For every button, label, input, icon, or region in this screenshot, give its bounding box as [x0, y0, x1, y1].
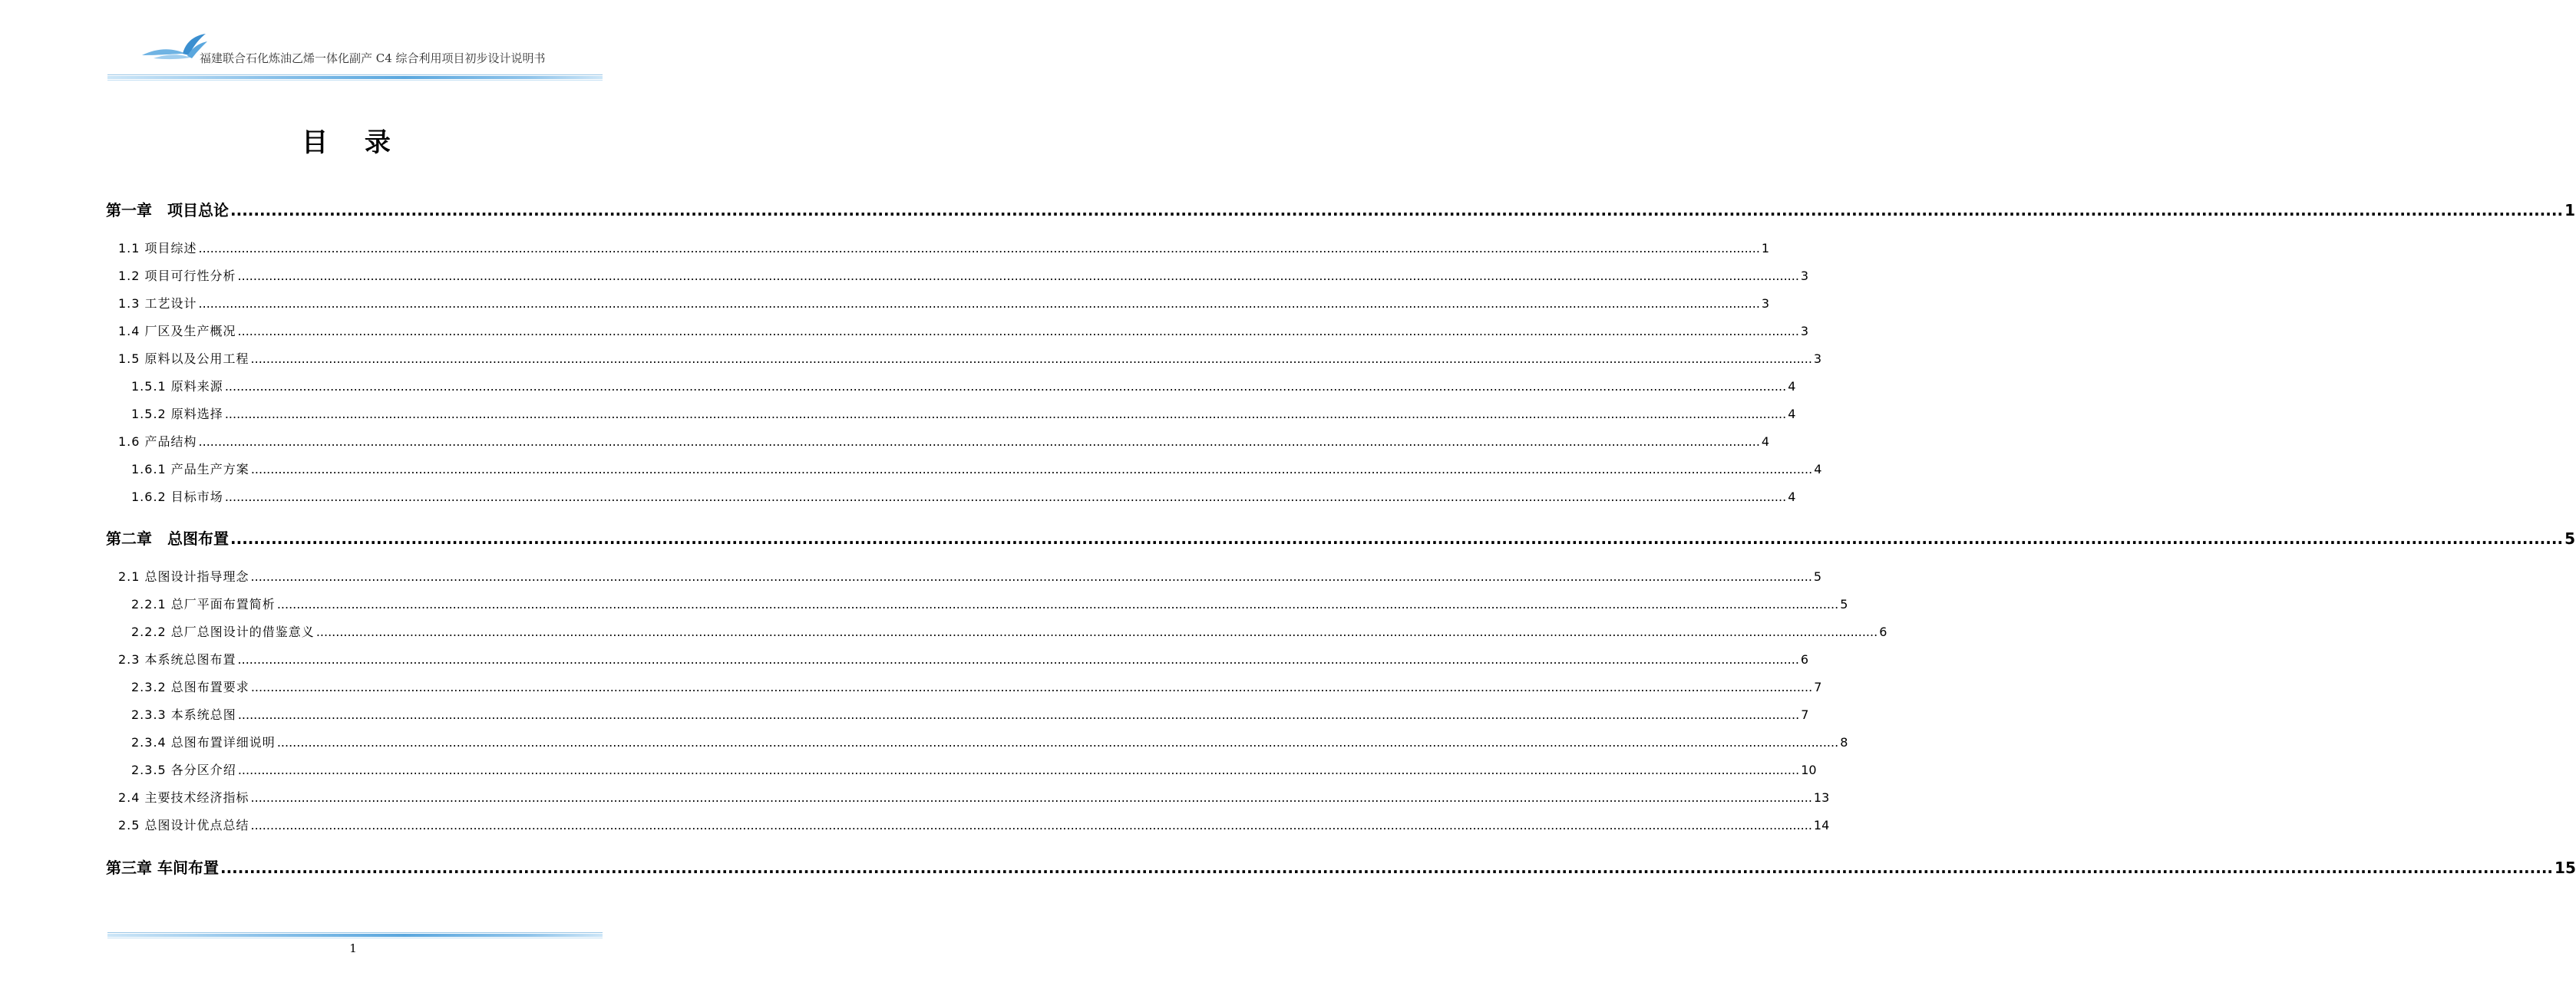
toc-dot-leader: ................................................................................................................................................................................................................................................................................................................................................................................................................ [250, 351, 1812, 366]
toc-dot-leader: ................................................................................................................................................................................................................................................................................................................................................................................................................ [237, 324, 1799, 338]
toc-entry-label: 2.2.1 总厂平面布置简析 [131, 597, 276, 612]
toc-entry-label: 1.4 厂区及生产概况 [118, 324, 236, 338]
toc-dot-leader: ................................................................................................................................................................................................................................................................................................................................................................................................................ [276, 735, 1839, 750]
toc-entry-page-number: 7 [1801, 707, 1809, 722]
toc-entry-label: 1.5.2 原料选择 [131, 407, 223, 421]
toc-entry-page-number: 4 [1814, 462, 1822, 476]
toc-section-entry[interactable] [118, 321, 1809, 339]
toc-entry-page-number: 4 [1788, 490, 1796, 504]
toc-section-entry[interactable] [131, 622, 1887, 640]
toc-entry-page-number: 6 [1800, 652, 1809, 667]
toc-section-entry[interactable] [131, 404, 1796, 422]
toc-title: 目 录 [302, 127, 405, 158]
toc-entry-label: 第二章 总图布置 [106, 529, 229, 548]
toc-entry-label: 2.1 总图设计指导理念 [118, 569, 249, 584]
toc-entry-page-number: 8 [1840, 735, 1848, 750]
toc-entry-page-number: 4 [1788, 379, 1796, 394]
toc-section-entry[interactable] [118, 650, 1809, 668]
toc-entry-page-number: 15 [2555, 859, 2576, 877]
toc-entry-label: 1.5.1 原料来源 [131, 379, 223, 394]
toc-entry-label: 2.3 本系统总图布置 [118, 652, 236, 667]
document-header-title: 福建联合石化炼油乙烯一体化副产 C4 综合利用项目初步设计说明书 [200, 51, 546, 65]
toc-entry-label: 2.3.5 各分区介绍 [131, 763, 236, 777]
toc-entry-page-number: 5 [2564, 529, 2575, 548]
toc-entry-page-number: 3 [1800, 324, 1809, 338]
toc-dot-leader: ................................................................................................................................................................................................................................................................................................................................................................................................................ [224, 379, 1787, 394]
toc-dot-leader: ................................................................................................................................................................................................................................................................................................................................................................................................................ [250, 462, 1813, 476]
toc-section-entry[interactable] [118, 816, 1830, 833]
toc-dot-leader: ................................................................................................................................................................................................................................................................................................................................................................................................................ [237, 763, 1800, 777]
toc-section-entry[interactable] [131, 733, 1848, 750]
toc-entry-page-number: 7 [1814, 680, 1822, 694]
toc-entry-page-number: 3 [1813, 351, 1822, 366]
toc-section-entry[interactable] [118, 349, 1822, 367]
toc-section-entry[interactable] [131, 377, 1796, 394]
toc-dot-leader: ................................................................................................................................................................................................................................................................................................................................................................................................................ [237, 707, 1800, 722]
toc-section-entry[interactable] [118, 567, 1822, 585]
toc-dot-leader: ................................................................................................................................................................................................................................................................................................................................................................................................................ [220, 859, 2554, 877]
toc-entry-label: 1.6 产品结构 [118, 434, 197, 449]
toc-entry-page-number: 6 [1879, 625, 1887, 639]
toc-dot-leader: ................................................................................................................................................................................................................................................................................................................................................................................................................ [250, 790, 1812, 805]
toc-entry-label: 2.3.3 本系统总图 [131, 707, 236, 722]
toc-section-entry[interactable] [131, 705, 1809, 723]
toc-section-entry[interactable] [131, 595, 1848, 612]
toc-dot-leader: ................................................................................................................................................................................................................................................................................................................................................................................................................ [230, 529, 2564, 548]
toc-entry-label: 1.3 工艺设计 [118, 296, 197, 311]
toc-chapter-entry[interactable] [106, 526, 2575, 549]
toc-entry-label: 2.3.2 总图布置要求 [131, 680, 249, 694]
toc-entry-page-number: 1 [2564, 201, 2575, 219]
toc-entry-page-number: 3 [1761, 296, 1770, 311]
page-number: 1 [349, 941, 357, 955]
toc-dot-leader: ................................................................................................................................................................................................................................................................................................................................................................................................................ [224, 407, 1787, 421]
toc-dot-leader: ................................................................................................................................................................................................................................................................................................................................................................................................................ [224, 490, 1787, 504]
footer-divider [107, 932, 603, 938]
toc-dot-leader: ................................................................................................................................................................................................................................................................................................................................................................................................................ [237, 269, 1799, 283]
toc-dot-leader: ................................................................................................................................................................................................................................................................................................................................................................................................................ [315, 625, 1878, 639]
toc-entry-page-number: 10 [1801, 763, 1817, 777]
toc-entry-label: 2.4 主要技术经济指标 [118, 790, 249, 805]
toc-chapter-entry[interactable] [106, 198, 2575, 220]
toc-entry-page-number: 3 [1800, 269, 1809, 283]
toc-entry-page-number: 4 [1788, 407, 1796, 421]
toc-section-entry[interactable] [131, 760, 1817, 778]
toc-entry-label: 2.3.4 总图布置详细说明 [131, 735, 276, 750]
toc-section-entry[interactable] [118, 432, 1770, 450]
toc-section-entry[interactable] [118, 266, 1809, 284]
toc-entry-page-number: 5 [1813, 569, 1822, 584]
toc-entry-page-number: 1 [1761, 241, 1770, 256]
bird-wing-logo-icon [138, 31, 207, 69]
toc-entry-label: 1.6.1 产品生产方案 [131, 462, 249, 476]
toc-chapter-entry[interactable] [106, 856, 2576, 878]
toc-entry-page-number: 14 [1813, 818, 1830, 832]
toc-entry-label: 第一章 项目总论 [106, 201, 229, 219]
toc-entry-label: 第三章 车间布置 [106, 859, 219, 877]
toc-entry-label: 1.1 项目综述 [118, 241, 197, 256]
toc-entry-label: 2.5 总图设计优点总结 [118, 818, 249, 832]
toc-entry-page-number: 5 [1840, 597, 1848, 612]
toc-section-entry[interactable] [118, 294, 1770, 312]
toc-section-entry[interactable] [131, 678, 1822, 695]
toc-dot-leader: ................................................................................................................................................................................................................................................................................................................................................................................................................ [198, 296, 1760, 311]
toc-entry-label: 1.6.2 目标市场 [131, 490, 223, 504]
toc-dot-leader: ................................................................................................................................................................................................................................................................................................................................................................................................................ [237, 652, 1799, 667]
header-divider [107, 74, 603, 81]
toc-dot-leader: ................................................................................................................................................................................................................................................................................................................................................................................................................ [230, 201, 2564, 219]
toc-section-entry[interactable] [131, 460, 1822, 477]
toc-entry-label: 1.2 项目可行性分析 [118, 269, 236, 283]
toc-dot-leader: ................................................................................................................................................................................................................................................................................................................................................................................................................ [198, 241, 1760, 256]
toc-dot-leader: ................................................................................................................................................................................................................................................................................................................................................................................................................ [276, 597, 1839, 612]
toc-section-entry[interactable] [131, 487, 1796, 505]
toc-entry-page-number: 4 [1761, 434, 1770, 449]
toc-dot-leader: ................................................................................................................................................................................................................................................................................................................................................................................................................ [198, 434, 1760, 449]
toc-entry-label: 2.2.2 总厂总图设计的借鉴意义 [131, 625, 315, 639]
toc-entry-page-number: 13 [1813, 790, 1830, 805]
toc-dot-leader: ................................................................................................................................................................................................................................................................................................................................................................................................................ [250, 818, 1812, 832]
toc-dot-leader: ................................................................................................................................................................................................................................................................................................................................................................................................................ [250, 680, 1813, 694]
toc-section-entry[interactable] [118, 788, 1830, 806]
toc-entry-label: 1.5 原料以及公用工程 [118, 351, 249, 366]
toc-dot-leader: ................................................................................................................................................................................................................................................................................................................................................................................................................ [250, 569, 1812, 584]
toc-section-entry[interactable] [118, 239, 1770, 256]
